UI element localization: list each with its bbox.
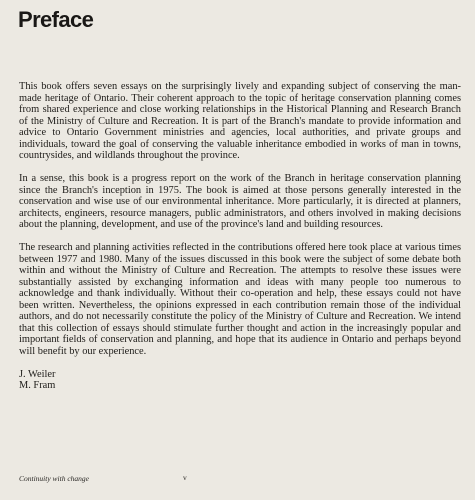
page-title: Preface [18,7,94,32]
preface-body [19,81,461,392]
paragraph-1: This book offers seven essays on the surprisingly lively and expanding subject of conserving the man-made heritage of Ontario. Their coherent approach to the topic of heritage conservation planning comes from shared experience and close working relationships in the Historical Planning and Research Branch of the Ministry of Culture and Recreation. It is part of the Branch's mandate to provide information and advice to Ontario Government ministries and agencies, local authorities, and private groups and individuals, toward the goal of conserving the valuable inheritance embodied in works of man in towns, countrysides, and wildlands throughout the province. [19,81,461,161]
signatory-name: J. Weiler [19,368,56,380]
signatory-name: M. Fram [19,380,56,391]
paragraph-3: The research and planning activities reflected in the contributions offered here took place at various times between 1977 and 1980. Many of the issues discussed in this book were the subject of some debate both within and without the Ministry of Culture and Recreation. The attempts to resolve these issues were substantially assisted by exchanging information and ideas with many people too numerous to acknowledge and thank individually. Without their co-operation and help, these essays could not have been written. Nevertheless, the opinions expressed in each contribution remain those of the individual authors, and do not necessarily constitute the policy of the Ministry of Culture and Recreation. We intend that this collection of essays should stimulate further thought and action in the increasingly popular and important fields of conservation and planning, and hope that its audience in Ontario and perhaps beyond will benefit by our experience. [19,242,461,357]
running-title: Continuity with change [19,474,89,483]
paragraph-2: In a sense, this book is a progress report on the work of the Branch in heritage conservation planning since the Branch's inception in 1975. The book is aimed at those persons generally interested in the conservation and wise use of our environmental inheritance. More particularly, it is directed at planners, architects, engineers, resource managers, public administrators, and others involved in making decisions about the planning, development, and use of the province's land and building resources. [19,173,461,230]
page-number: v [183,473,187,482]
signature-block [19,369,461,392]
